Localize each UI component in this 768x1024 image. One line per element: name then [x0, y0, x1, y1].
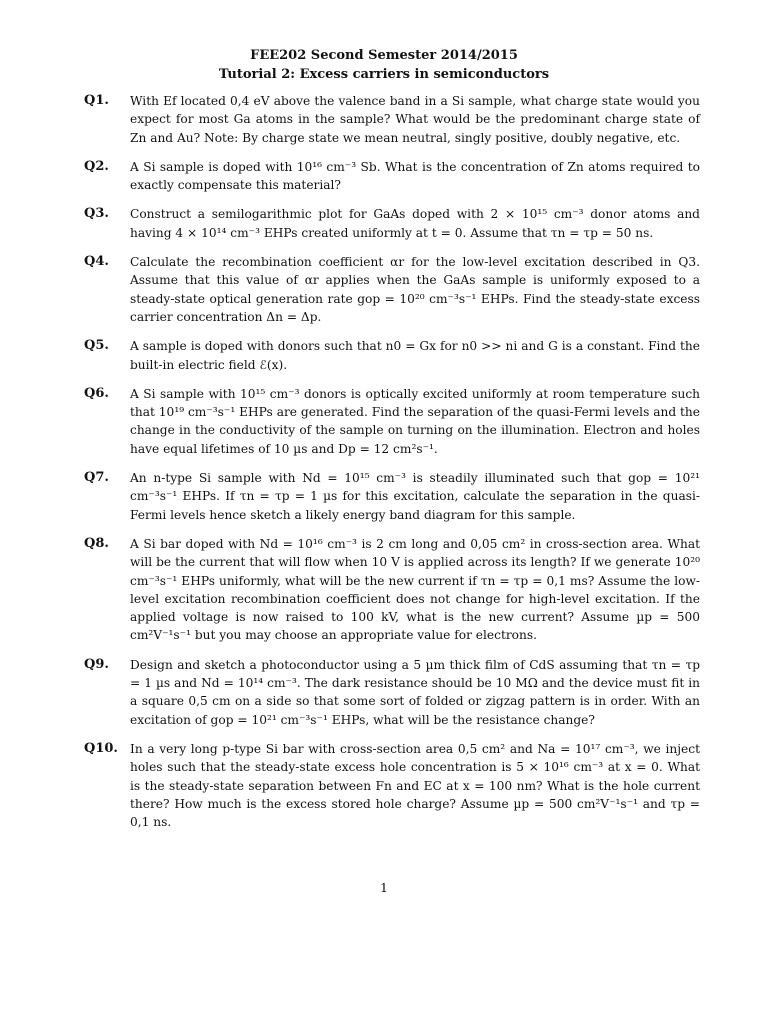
- question-text: In a very long p-type Si bar with cross-section area 0,5 cm² and Na = 10¹⁷ cm⁻³, we inject holes such that the steady-state excess hole concentration is 5 × 10¹⁶ cm⁻³ at x = 0. What is the steady-state separation between Fn and EC at x = 100 nm? What is the hole current there? How much is the excess stored hole charge? Assume µp = 500 cm²V⁻¹s⁻¹ and τp = 0,1 ns.: [130, 741, 700, 830]
- question-q9: [84, 656, 700, 729]
- question-text: With Ef located 0,4 eV above the valence band in a Si sample, what charge state would you expect for most Ga atoms in the sample? What would be the predominant charge state of Zn and Au? Note: By charge state we mean neutral, singly positive, doubly negative, etc.: [130, 94, 700, 145]
- question-q5: [84, 337, 700, 374]
- question-text: Construct a semilogarithmic plot for GaAs doped with 2 × 10¹⁵ cm⁻³ donor atoms and having 4 × 10¹⁴ cm⁻³ EHPs created uniformly at t = 0. Assume that τn = τp = 50 ns.: [130, 207, 700, 240]
- question-number: Q5.: [84, 338, 109, 354]
- tutorial-title: Tutorial 2: Excess carriers in semiconductors: [218, 67, 550, 82]
- course-title: FEE202 Second Semester 2014/2015: [250, 48, 518, 63]
- question-q6: [84, 385, 700, 458]
- question-text: Calculate the recombination coefficient αr for the low-level excitation described in Q3. Assume that this value of αr applies when the GaAs sample is uniformly exposed to a steady-state optical generation rate gop = 10²⁰ cm⁻³s⁻¹ EHPs. Find the steady-state excess carrier concentration Δn = Δp.: [130, 255, 700, 324]
- question-number: Q6.: [84, 385, 109, 401]
- question-text: A Si sample with 10¹⁵ cm⁻³ donors is optically excited uniformly at room temperature such that 10¹⁹ cm⁻³s⁻¹ EHPs are generated. Find the separation of the quasi-Fermi levels and the change in the conductivity of the sample on turning on the illumination. Electron and holes have equal lifetimes of 10 µs and Dp = 12 cm²s⁻¹.: [130, 386, 700, 456]
- question-number: Q3.: [84, 206, 109, 222]
- question-number: Q9.: [84, 656, 109, 672]
- question-number: Q4.: [84, 254, 109, 270]
- question-q4: [84, 253, 700, 326]
- page-number: 1: [380, 880, 388, 895]
- question-number: Q8.: [84, 535, 109, 551]
- question-list: [84, 92, 700, 842]
- question-text: A sample is doped with donors such that n0 = Gx for n0 >> ni and G is a constant. Find the built-in electric field ℰ(x).: [130, 339, 700, 372]
- question-q3: [84, 205, 700, 242]
- question-text: An n-type Si sample with Nd = 10¹⁵ cm⁻³ is steadily illuminated such that gop = 10²¹ cm⁻³s⁻¹ EHPs. If τn = τp = 1 µs for this excitation, calculate the separation in the quasi-Fermi levels hence sketch a likely energy band diagram for this sample.: [130, 471, 700, 522]
- question-number: Q10.: [84, 740, 118, 756]
- question-q8: [84, 535, 700, 645]
- question-q7: [84, 469, 700, 524]
- question-text: A Si bar doped with Nd = 10¹⁶ cm⁻³ is 2 cm long and 0,05 cm² in cross-section area. What will be the current that will flow when 10 V is applied across its length? If we generate 10²⁰ cm⁻³s⁻¹ EHPs uniformly, what will be the new current if τn = τp = 0,1 ms? Assume the low-level excitation recombination coefficient does not change for high-level excitation. If the applied voltage is now raised to 100 kV, what is the new current? Assume µp = 500 cm²V⁻¹s⁻¹ but you may choose an appropriate value for electrons.: [130, 536, 700, 643]
- question-number: Q7.: [84, 470, 109, 486]
- question-number: Q1.: [84, 93, 109, 108]
- question-text: A Si sample is doped with 10¹⁶ cm⁻³ Sb. What is the concentration of Zn atoms required to exactly compensate this material?: [130, 159, 700, 193]
- question-number: Q2.: [84, 158, 109, 174]
- document-header: [0, 46, 768, 84]
- question-q2: [84, 158, 700, 195]
- question-q1: [84, 92, 700, 147]
- question-q10: [84, 740, 700, 831]
- question-text: Design and sketch a photoconductor using a 5 µm thick film of CdS assuming that τn = τp = 1 µs and Nd = 10¹⁴ cm⁻³. The dark resistance should be 10 MΩ and the device must fit in a square 0,5 cm on a side so that some sort of folded or zigzag pattern is in order. With an excitation of gop = 10²¹ cm⁻³s⁻¹ EHPs, what will be the resistance change?: [130, 657, 700, 727]
